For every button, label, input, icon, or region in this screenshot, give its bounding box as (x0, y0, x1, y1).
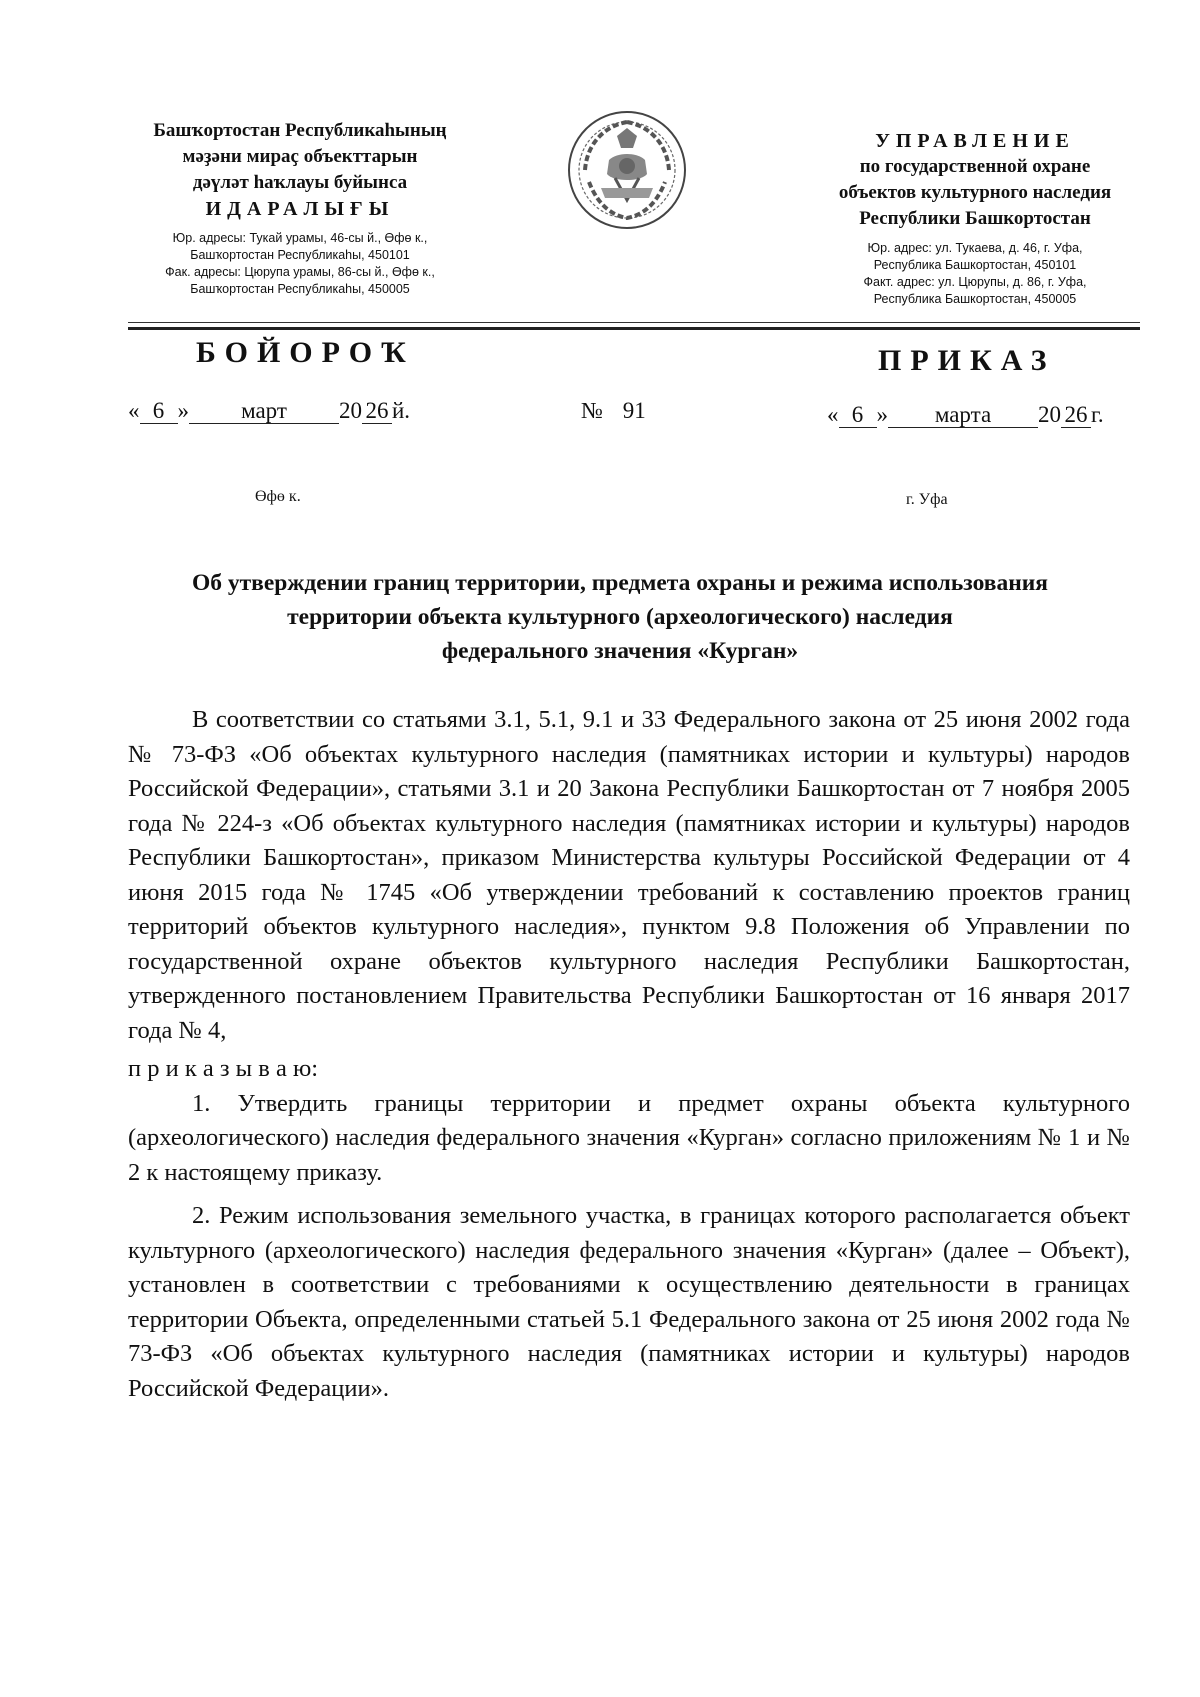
address-line: Юр. адрес: ул. Тукаева, д. 46, г. Уфа, (867, 241, 1083, 255)
address-line: Факт. адрес: ул. Цюрупы, д. 86, г. Уфа, (863, 275, 1087, 289)
title-line: федерального значения «Курган» (441, 638, 799, 664)
bashkortostan-coat-of-arms-icon (565, 108, 689, 232)
address-line: Башҡортостан Республикаһы, 450005 (190, 282, 410, 296)
number-value: 91 (622, 398, 646, 423)
right-org-line: Республики Башкортостан (859, 208, 1091, 229)
order-title-russian: ПРИКАЗ (878, 344, 1056, 377)
year-suffix: 26 (1061, 403, 1091, 428)
item-2-paragraph: 2. Режим использования земельного участка, в границах которого располагается объект культурного (археологического) наследия федерального значения «Курган» (далее – Объект), установлен в соответствии с требованиями к осуществлению деятельности в границах территории Объекта, определенными статьей 5.1 Федерального закона от 25 июня 2002 года № 73-ФЗ «Об объектах культурного наследия (памятниках истории и культуры) народов Российской Федерации». (128, 1202, 1130, 1402)
document-title (120, 566, 1120, 668)
year-prefix: 20 (1038, 402, 1061, 427)
date-left (128, 398, 410, 424)
quote-close: » (876, 402, 888, 427)
quote-open: « (128, 398, 140, 423)
order-number (581, 398, 646, 424)
left-org-line: дәүләт һаҡлауы буйынса (192, 172, 408, 193)
header-divider-thick (128, 327, 1140, 330)
quote-close: » (177, 398, 189, 423)
date-right (827, 402, 1104, 428)
left-org-line: Башҡортостан Республикаһының (153, 120, 447, 141)
city-russian: г. Уфа (906, 491, 948, 508)
address-line: Башҡортостан Республикаһы, 450101 (190, 248, 410, 262)
address-line: Юр. адресы: Тукай урамы, 46-сы й., Өфө к., (172, 231, 428, 245)
date-month: марта (888, 403, 1038, 428)
right-org-heading: УПРАВЛЕНИЕ (875, 130, 1075, 152)
order-word: п р и к а з ы в а ю: (128, 1055, 319, 1082)
item-1-paragraph: 1. Утвердить границы территории и предмет охраны объекта культурного (археологического) наследия федерального значения «Курган» согласно приложениям № 1 и № 2 к настоящему приказу. (128, 1089, 1130, 1186)
header-divider-thin (128, 322, 1140, 323)
left-org-block (110, 118, 490, 298)
date-month: март (189, 399, 339, 424)
address-line: Фак. адресы: Цюрупа урамы, 86-сы й., Өфө к., (165, 265, 435, 279)
year-prefix: 20 (339, 398, 362, 423)
left-org-heading: ИДАРАЛЫҒЫ (205, 198, 395, 220)
right-org-line: объектов культурного наследия (838, 182, 1112, 203)
left-org-line: мәҙәни мираҫ объекттарын (182, 146, 418, 167)
left-org-address (110, 230, 490, 298)
year-word: г. (1091, 402, 1104, 427)
number-sign: № (581, 398, 603, 423)
address-line: Республика Башкортостан, 450101 (873, 258, 1077, 272)
right-org-block (810, 128, 1140, 308)
year-word: й. (392, 398, 411, 423)
right-org-line: по государственной охране (859, 156, 1091, 177)
year-suffix: 26 (362, 399, 392, 424)
document-body (128, 703, 1130, 1406)
title-line: территории объекта культурного (археологического) наследия (287, 604, 953, 630)
city-bashkir: Өфө к. (255, 488, 301, 505)
quote-open: « (827, 402, 839, 427)
address-line: Республика Башкортостан, 450005 (873, 292, 1077, 306)
date-day: 6 (140, 399, 178, 424)
title-line: Об утверждении границ территории, предмета охраны и режима использования (191, 570, 1048, 596)
right-org-address (810, 240, 1140, 308)
preamble-paragraph: В соответствии со статьями 3.1, 5.1, 9.1 и 33 Федерального закона от 25 июня 2002 года № 73-ФЗ «Об объектах культурного наследия (памятниках истории и культуры) народов Российской Федерации», статьями 3.1 и 20 Закона Республики Башкортостан от 7 ноября 2005 года № 224-з «Об объектах культурного наследия (памятниках истории и культуры) народов Республики Башкортостан», приказом Министерства культуры Российской Федерации от 4 июня 2015 года № 1745 «Об утверждении требований к составлению проектов границ территорий объектов культурного наследия», пунктом 9.8 Положения об Управлении по государственной охране объектов культурного наследия Республики Башкортостан, утвержденного постановлением Правительства Республики Башкортостан от 16 января 2017 года № 4, (128, 706, 1130, 1044)
order-title-bashkir: БОЙОРОҠ (196, 336, 415, 369)
date-day: 6 (839, 403, 877, 428)
